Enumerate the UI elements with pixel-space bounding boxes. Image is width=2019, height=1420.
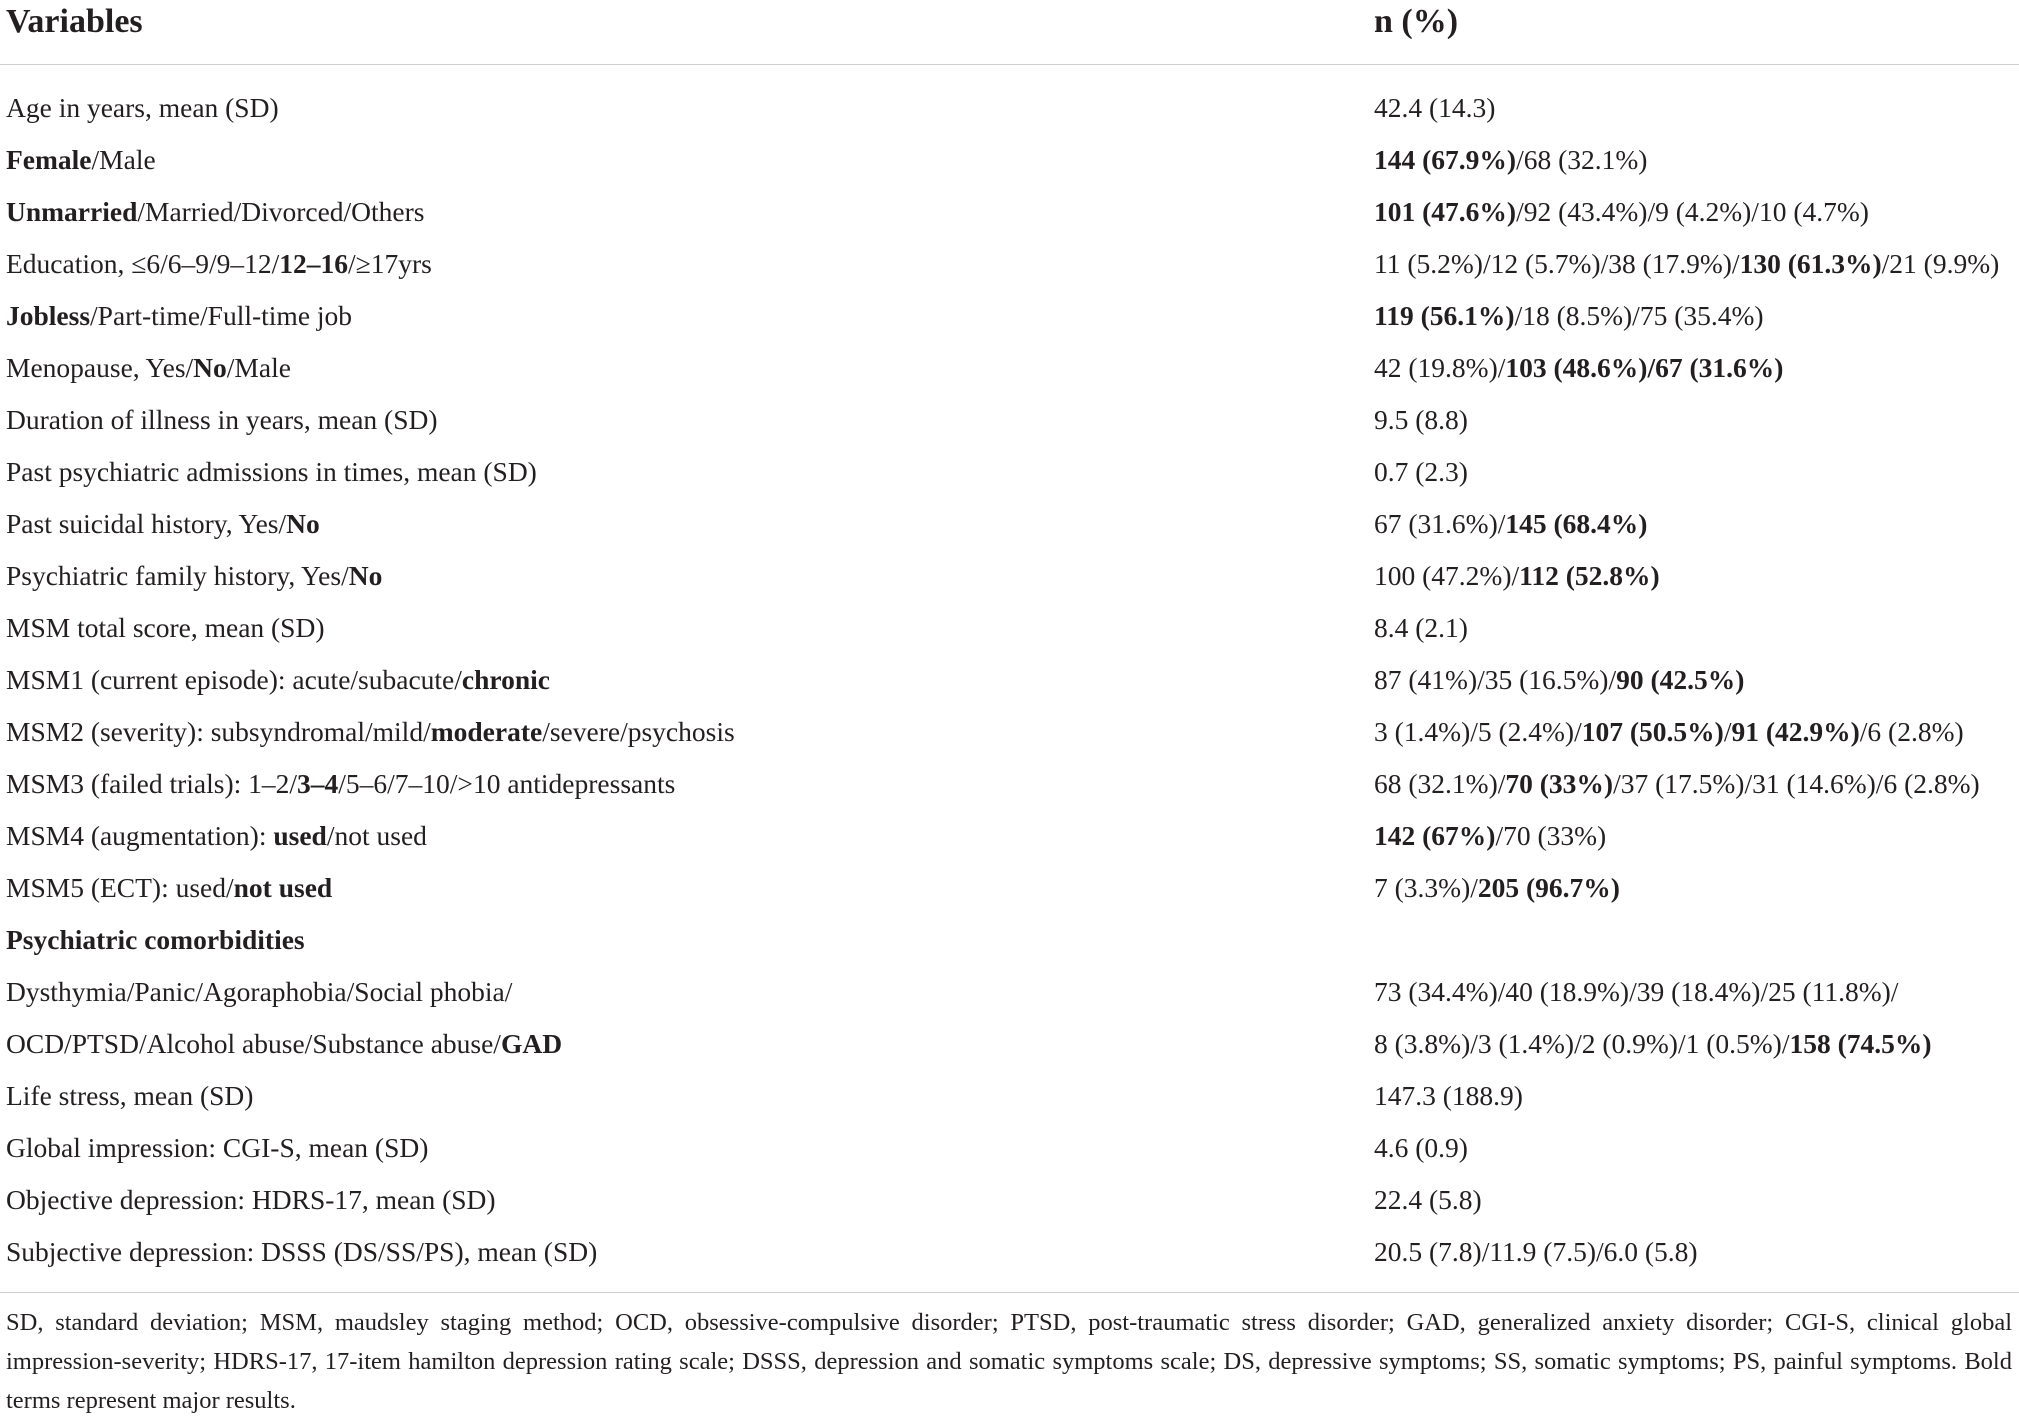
- variable-segment: MSM2 (severity): subsyndromal/mild/: [6, 716, 431, 747]
- variable-segment: MSM3 (failed trials): 1–2/: [6, 768, 298, 799]
- value-segment: /6 (2.8%): [1859, 716, 1964, 747]
- table-row: [0, 550, 2019, 602]
- table-row: [0, 1226, 2019, 1278]
- variable-segment: Duration of illness in years, mean (SD): [6, 404, 438, 435]
- table-row: [0, 238, 2019, 290]
- variable-segment: 3–4: [297, 768, 339, 799]
- value-cell: [1374, 446, 1468, 498]
- variable-cell: [6, 82, 279, 134]
- table-header: [0, 0, 2019, 65]
- value-segment: 158 (74.5%): [1789, 1028, 1932, 1059]
- value-segment: 112 (52.8%): [1519, 560, 1660, 591]
- variable-cell: [6, 602, 325, 654]
- variable-cell: [6, 1226, 597, 1278]
- table-row: [0, 498, 2019, 550]
- value-segment: /37 (17.5%)/31 (14.6%)/6 (2.8%): [1613, 768, 1980, 799]
- value-cell: [1374, 1226, 1698, 1278]
- variable-segment: /≥17yrs: [348, 248, 432, 279]
- value-segment: /: [1723, 716, 1732, 747]
- variable-segment: Dysthymia/Panic/Agoraphobia/Social phobia/: [6, 976, 513, 1007]
- value-cell: [1374, 810, 1606, 862]
- variable-cell: [6, 966, 512, 1018]
- value-segment: 4.6 (0.9): [1374, 1132, 1468, 1163]
- variable-cell: [6, 1070, 253, 1122]
- variable-cell: [6, 290, 352, 342]
- value-segment: 8 (3.8%)/3 (1.4%)/2 (0.9%)/1 (0.5%)/: [1374, 1028, 1790, 1059]
- value-segment: 9.5 (8.8): [1374, 404, 1468, 435]
- variable-segment: Unmarried: [6, 196, 138, 227]
- value-cell: [1374, 550, 1660, 602]
- variable-segment: Menopause, Yes/: [6, 352, 194, 383]
- value-segment: 7 (3.3%)/: [1374, 872, 1478, 903]
- variable-segment: MSM5 (ECT): used/: [6, 872, 234, 903]
- variable-segment: not used: [233, 872, 333, 903]
- section-row: [0, 914, 2019, 966]
- table-row: [0, 602, 2019, 654]
- value-cell: [1374, 966, 1898, 1018]
- value-cell: [1374, 134, 1647, 186]
- variable-cell: [6, 550, 382, 602]
- table-row: [0, 290, 2019, 342]
- variable-segment: MSM total score, mean (SD): [6, 612, 325, 643]
- value-segment: 119 (56.1%): [1374, 300, 1515, 331]
- value-segment: 42.4 (14.3): [1374, 92, 1496, 123]
- variable-cell: [6, 342, 291, 394]
- value-segment: 42 (19.8%)/: [1374, 352, 1506, 383]
- variable-cell: [6, 238, 432, 290]
- variable-cell: [6, 1174, 496, 1226]
- variable-cell: [6, 1018, 562, 1070]
- variable-segment: /Part-time/Full-time job: [90, 300, 353, 331]
- table-row: [0, 1122, 2019, 1174]
- variable-cell: [6, 394, 438, 446]
- value-cell: [1374, 1018, 1932, 1070]
- variable-cell: [6, 914, 305, 966]
- value-segment: 91 (42.9%): [1731, 716, 1860, 747]
- variable-cell: [6, 706, 735, 758]
- variable-segment: /Male: [91, 144, 156, 175]
- variable-segment: No: [286, 508, 320, 539]
- value-segment: 70 (33%): [1505, 768, 1614, 799]
- value-segment: 11 (5.2%)/12 (5.7%)/38 (17.9%)/: [1374, 248, 1740, 279]
- value-segment: 22.4 (5.8): [1374, 1184, 1482, 1215]
- table-row: [0, 758, 2019, 810]
- value-cell: [1374, 498, 1647, 550]
- value-cell: [1374, 186, 1869, 238]
- value-cell: [1374, 654, 1744, 706]
- value-segment: 73 (34.4%)/40 (18.9%)/39 (18.4%)/25 (11.8%)/: [1374, 976, 1899, 1007]
- variable-cell: [6, 498, 320, 550]
- value-cell: [1374, 238, 1999, 290]
- table-bottom-rule: [0, 1292, 2019, 1293]
- variable-segment: Objective depression: HDRS-17, mean (SD): [6, 1184, 496, 1215]
- variable-segment: /severe/psychosis: [542, 716, 735, 747]
- variable-segment: No: [348, 560, 383, 591]
- value-segment: 0.7 (2.3): [1374, 456, 1468, 487]
- table-row: [0, 394, 2019, 446]
- header-variables: Variables: [6, 3, 143, 40]
- value-segment: 130 (61.3%): [1739, 248, 1882, 279]
- table-row: [0, 966, 2019, 1018]
- table-row: [0, 654, 2019, 706]
- table-row: [0, 1174, 2019, 1226]
- variable-segment: Global impression: CGI-S, mean (SD): [6, 1132, 429, 1163]
- variable-cell: [6, 654, 550, 706]
- value-segment: /21 (9.9%): [1881, 248, 2000, 279]
- value-cell: [1374, 602, 1468, 654]
- value-cell: [1374, 342, 1783, 394]
- value-segment: 147.3 (188.9): [1374, 1080, 1523, 1111]
- value-cell: [1374, 758, 1980, 810]
- value-segment: /18 (8.5%)/75 (35.4%): [1514, 300, 1764, 331]
- value-segment: /68 (32.1%): [1516, 144, 1648, 175]
- value-cell: [1374, 1122, 1468, 1174]
- table-row: [0, 1018, 2019, 1070]
- value-segment: 101 (47.6%): [1374, 196, 1517, 227]
- variable-segment: GAD: [500, 1028, 563, 1059]
- value-segment: 68 (32.1%)/: [1374, 768, 1506, 799]
- variable-segment: No: [193, 352, 227, 383]
- table-row: [0, 810, 2019, 862]
- value-segment: 100 (47.2%)/: [1374, 560, 1520, 591]
- value-segment: 205 (96.7%): [1477, 872, 1620, 903]
- variable-segment: used: [273, 820, 327, 851]
- variable-cell: [6, 134, 156, 186]
- table-row: [0, 862, 2019, 914]
- variable-segment: Education, ≤6/6–9/9–12/: [6, 248, 280, 279]
- value-segment: 144 (67.9%): [1374, 144, 1517, 175]
- table-row: [0, 342, 2019, 394]
- table-row: [0, 446, 2019, 498]
- table-body: [0, 82, 2019, 1278]
- variable-segment: Female: [6, 144, 92, 175]
- table-row: [0, 1070, 2019, 1122]
- variable-segment: chronic: [461, 664, 551, 695]
- table-row: [0, 186, 2019, 238]
- table-row: [0, 82, 2019, 134]
- variable-segment: 12–16: [279, 248, 349, 279]
- value-segment: /70 (33%): [1495, 820, 1607, 851]
- variable-segment: /5–6/7–10/>10 antidepressants: [338, 768, 676, 799]
- table-footnote: SD, standard deviation; MSM, maudsley staging method; OCD, obsessive-compulsive disorder; PTSD, post-traumatic stress disorder; GAD, generalized anxiety disorder; CGI-S, clinical global impression-severity; HDRS-17, 17-item hamilton depression rating scale; DSSS, depression and somatic symptoms scale; DS, depressive symptoms; SS, somatic symptoms; PS, painful symptoms. Bold terms represent major results.: [6, 1309, 2012, 1414]
- value-segment: 67 (31.6%)/: [1374, 508, 1506, 539]
- variable-segment: Life stress, mean (SD): [6, 1080, 254, 1111]
- variable-segment: Psychiatric family history, Yes/: [6, 560, 349, 591]
- variable-segment: MSM1 (current episode): acute/subacute/: [6, 664, 462, 695]
- variable-segment: /Married/Divorced/Others: [137, 196, 425, 227]
- variable-segment: /Male: [226, 352, 291, 383]
- variable-segment: Psychiatric comorbidities: [6, 924, 305, 955]
- header-n-percent: n (%): [1374, 3, 1459, 40]
- value-segment: 87 (41%)/35 (16.5%)/: [1374, 664, 1617, 695]
- variable-segment: MSM4 (augmentation):: [6, 820, 274, 851]
- variable-cell: [6, 446, 537, 498]
- value-segment: 3 (1.4%)/5 (2.4%)/: [1374, 716, 1582, 747]
- value-cell: [1374, 290, 1764, 342]
- variable-cell: [6, 810, 427, 862]
- variable-segment: OCD/PTSD/Alcohol abuse/Substance abuse/: [6, 1028, 501, 1059]
- variable-segment: Jobless: [6, 300, 91, 331]
- value-cell: [1374, 862, 1620, 914]
- variable-segment: Age in years, mean (SD): [6, 92, 279, 123]
- variable-segment: Past suicidal history, Yes/: [6, 508, 287, 539]
- table-row: [0, 706, 2019, 758]
- value-segment: 20.5 (7.8)/11.9 (7.5)/6.0 (5.8): [1374, 1236, 1698, 1267]
- value-segment: 8.4 (2.1): [1374, 612, 1468, 643]
- variable-segment: moderate: [430, 716, 543, 747]
- value-segment: 107 (50.5%): [1581, 716, 1724, 747]
- value-segment: /92 (43.4%)/9 (4.2%)/10 (4.7%): [1516, 196, 1869, 227]
- variable-segment: /not used: [326, 820, 427, 851]
- value-segment: 142 (67%): [1374, 820, 1496, 851]
- value-cell: [1374, 1174, 1482, 1226]
- table-row: [0, 134, 2019, 186]
- value-cell: [1374, 82, 1495, 134]
- variable-cell: [6, 862, 332, 914]
- variable-cell: [6, 758, 675, 810]
- variable-cell: [6, 186, 425, 238]
- value-cell: [1374, 1070, 1523, 1122]
- value-segment: 145 (68.4%): [1505, 508, 1648, 539]
- variable-segment: Past psychiatric admissions in times, mean (SD): [6, 456, 537, 487]
- value-segment: 103 (48.6%)/67 (31.6%): [1505, 352, 1784, 383]
- value-cell: [1374, 394, 1468, 446]
- value-cell: [1374, 706, 1964, 758]
- variable-cell: [6, 1122, 428, 1174]
- value-segment: 90 (42.5%): [1616, 664, 1745, 695]
- variable-segment: Subjective depression: DSSS (DS/SS/PS), mean (SD): [6, 1236, 598, 1267]
